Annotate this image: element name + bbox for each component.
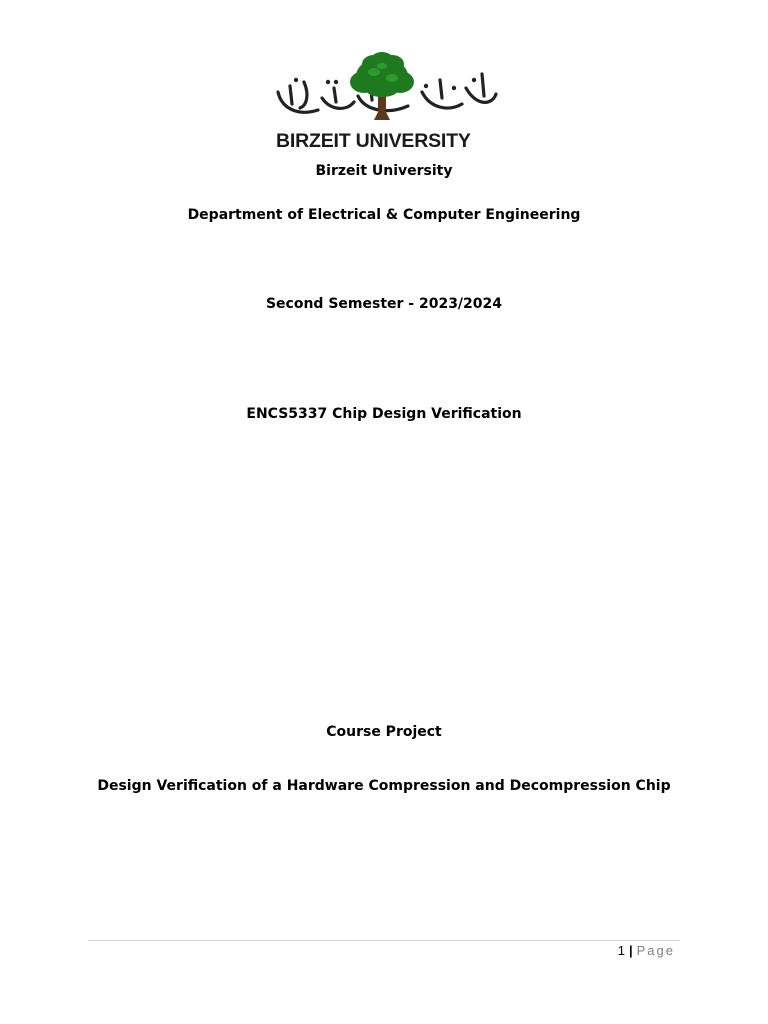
logo-wordmark: BIRZEIT UNIVERSITY [276,130,471,152]
page-label: Page [636,943,675,958]
footer-separator: | [628,943,633,958]
footer-divider [88,940,680,941]
university-name: Birzeit University [315,163,453,179]
course-title: ENCS5337 Chip Design Verification [246,406,522,422]
page-footer [618,943,675,959]
page-number: 1 [617,943,625,958]
tree-icon [270,52,500,132]
university-logo [270,52,500,152]
project-title: Design Verification of a Hardware Compression and Decompression Chip [97,778,671,794]
semester: Second Semester - 2023/2024 [265,296,503,312]
project-type: Course Project [326,724,442,740]
department-name: Department of Electrical & Computer Engineering [187,207,581,223]
